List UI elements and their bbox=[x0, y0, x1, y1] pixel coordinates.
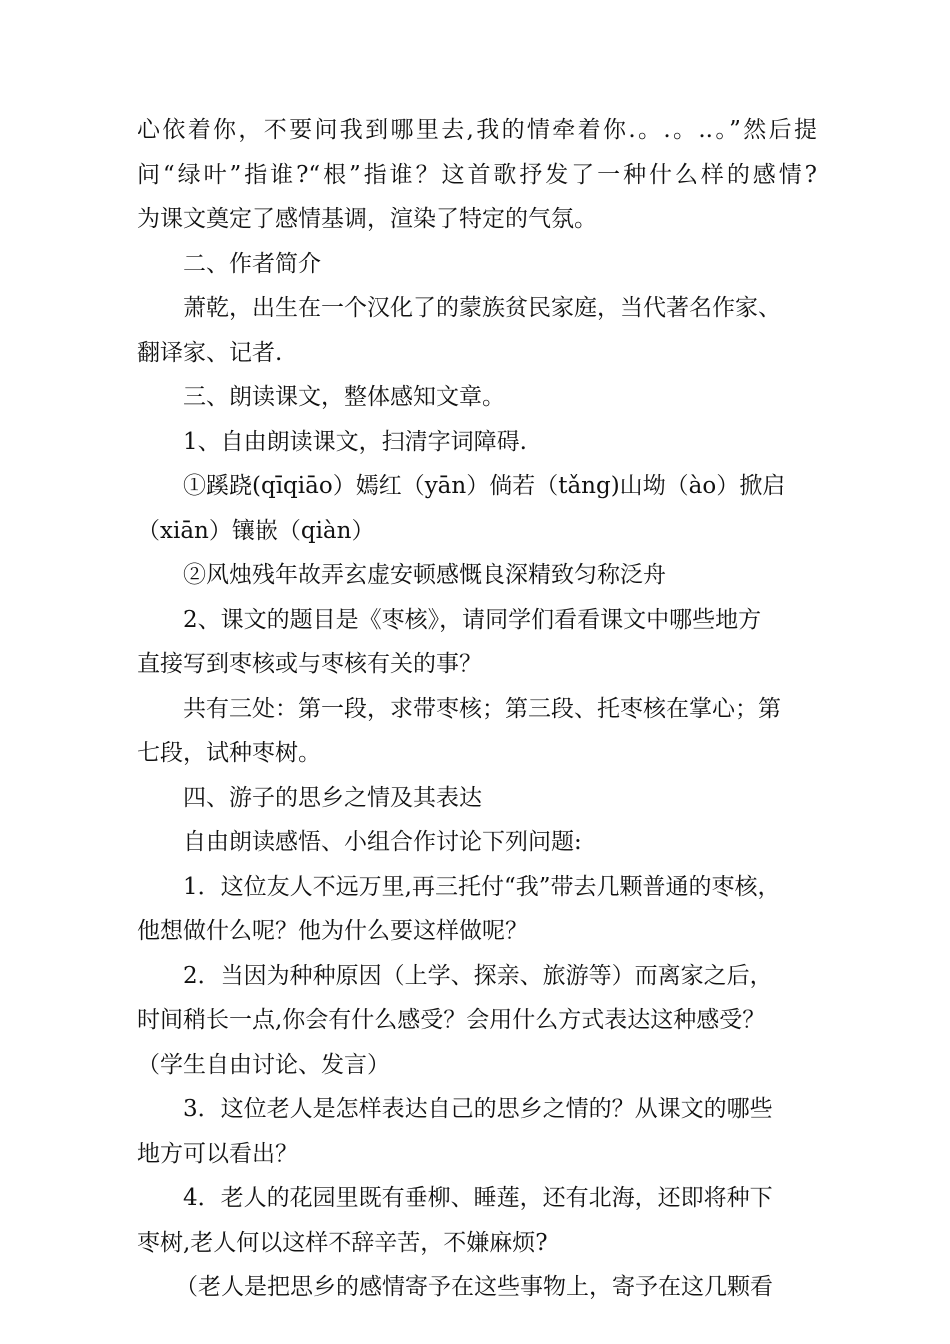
question-line: 1．这位友人不远万里,再三托付“我”带去几颗普通的枣核， bbox=[183, 873, 781, 900]
body-text bbox=[137, 108, 817, 1310]
section-heading: 三、朗读课文，整体感知文章。 bbox=[183, 384, 505, 410]
text-line: （学生自由讨论、发言） bbox=[137, 1051, 390, 1078]
text-line: 萧乾，出生在一个汉化了的蒙族贫民家庭，当代著名作家、 bbox=[183, 295, 781, 321]
text-line: 1、自由朗读课文，扫清字词障碍. bbox=[183, 428, 527, 455]
section-heading: 四、游子的思乡之情及其表达 bbox=[183, 784, 482, 811]
text-line: 2、课文的题目是《枣核》，请同学们看看课文中哪些地方 bbox=[183, 606, 762, 633]
text-line: （xiān）镶嵌（qiàn） bbox=[137, 517, 375, 544]
text-line: 枣树,老人何以这样不辞辛苦，不嫌麻烦? bbox=[137, 1229, 548, 1256]
question-line: 4．老人的花园里既有垂柳、睡莲，还有北海，还即将种下 bbox=[183, 1185, 773, 1211]
text-line: 七段，试种枣树。 bbox=[137, 740, 321, 766]
text-line: ①蹊跷(qīqiāo）嫣红（yān）倘若（tǎng)山坳（ào）掀启 bbox=[183, 473, 786, 499]
question-line: 3．这位老人是怎样表达自己的思乡之情的？从课文的哪些 bbox=[183, 1096, 773, 1122]
question-line: 2．当因为种种原因（上学、探亲、旅游等）而离家之后， bbox=[183, 962, 773, 989]
text-line: 直接写到枣核或与枣核有关的事？ bbox=[137, 651, 482, 677]
text-line: 问“绿叶”指谁?“根”指谁？这首歌抒发了一种什么样的感情? bbox=[137, 161, 817, 188]
text-line: ②风烛残年故弄玄虚安顿感慨良深精致匀称泛舟 bbox=[183, 562, 666, 588]
section-heading: 二、作者简介 bbox=[183, 250, 321, 277]
text-line: 为课文奠定了感情基调，渲染了特定的气氛。 bbox=[137, 206, 597, 232]
text-line: 心依着你，不要问我到哪里去,我的情牵着你.。.。..。”然后提 bbox=[137, 117, 817, 143]
text-line: 地方可以看出？ bbox=[137, 1140, 298, 1167]
text-line: 时间稍长一点,你会有什么感受？会用什么方式表达这种感受？ bbox=[137, 1007, 766, 1033]
text-line: 自由朗读感悟、小组合作讨论下列问题: bbox=[183, 829, 582, 855]
text-line: 翻译家、记者. bbox=[137, 339, 283, 366]
text-line: （老人是把思乡的感情寄予在这些事物上，寄予在这几颗看 bbox=[175, 1274, 773, 1300]
text-line: 他想做什么呢？他为什么要这样做呢？ bbox=[137, 918, 528, 944]
text-line: 共有三处：第一段，求带枣核；第三段、托枣核在掌心；第 bbox=[183, 695, 781, 722]
